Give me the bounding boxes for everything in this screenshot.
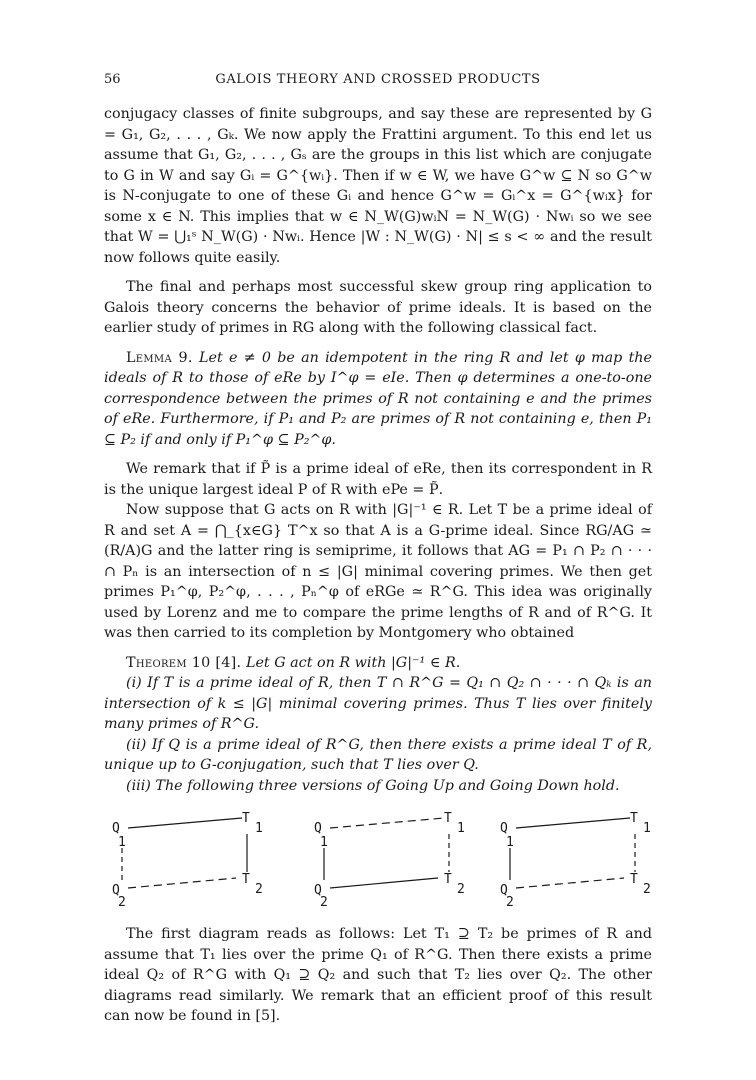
diagram-2-t1-letter: T (444, 811, 452, 826)
diagram-3-t2-sub: 2 (643, 882, 651, 897)
lemma-label: Lemma 9. (126, 349, 193, 366)
diagram-2-t1-sub: 1 (457, 821, 465, 836)
diagram-2-q2-letter: Q (314, 883, 322, 898)
lemma-body: Let e ≠ 0 be an idempotent in the ring R and let φ map the ideals of R to those of eRe by I^φ = eIe. Then φ determines a one-to-one correspondence between the primes of R not containing e and the primes of eRe. Furthermore, if P₁ and P₂ are primes of R not containing e, then P₁ ⊆ P₂ if and only if P₁^φ ⊆ P₂^φ. (104, 349, 652, 448)
diagram-1-t1-letter: T (242, 811, 250, 826)
diagram-1-svg (110, 810, 280, 910)
diagram-1-t2-sub: 2 (255, 882, 263, 897)
diagram-2-t2-sub: 2 (457, 882, 465, 897)
diagram-3-q2-sub: 2 (506, 895, 514, 910)
paragraph-diagram-explanation: The first diagram reads as follows: Let T₁ ⊇ T₂ be primes of R and assume that T₁ lies over the prime Q₁ of R^G. Then there exists a prime ideal Q₂ of R^G with Q₁ ⊇ Q₂ and such that T₂ lies over Q₂. The other diagrams read similarly. We remark that an efficient proof of this result can now be found in [5]. (104, 926, 652, 1024)
diagram-3-t2-letter: T (630, 872, 638, 887)
diagram-3-q1-letter: Q (500, 821, 508, 836)
diagram-1 (110, 810, 280, 910)
theorem-label: Theorem 10 [4]. (126, 654, 242, 671)
diagram-3-bottom-edge (516, 878, 624, 888)
diagram-2-t2-letter: T (444, 872, 452, 887)
diagram-2-bottom-edge (330, 878, 438, 888)
diagram-3-svg (498, 810, 668, 910)
theorem-10 (104, 653, 652, 674)
paragraph-remark-correspondent: We remark that if P̃ is a prime ideal of eRe, then its correspondent in R is the unique largest ideal P of R with ePe = P̃. (104, 461, 652, 498)
theorem-part-iii: (iii) The following three versions of Going Up and Going Down hold. (126, 777, 620, 794)
diagram-2 (312, 810, 482, 910)
diagram-1-top-edge (128, 818, 242, 828)
diagram-1-t1-sub: 1 (255, 821, 263, 836)
diagram-3-top-edge (516, 818, 630, 828)
diagram-2-q2-sub: 2 (320, 895, 328, 910)
diagram-2-q1-letter: Q (314, 821, 322, 836)
diagram-3-q1-sub: 1 (506, 835, 514, 850)
diagram-1-bottom-edge (128, 878, 236, 888)
diagram-1-q2-letter: Q (112, 883, 120, 898)
diagram-1-q1-sub: 1 (118, 835, 126, 850)
diagram-3-q2-letter: Q (500, 883, 508, 898)
book-page (104, 72, 652, 1027)
paragraph-frattini: conjugacy classes of finite subgroups, and say these are represented by G = G₁, G₂, . . . , Gₖ. We now apply the Frattini argument. To this end let us assume that G₁, G₂, . . . , Gₛ are the groups in this list which are conjugate to G in W and say Gᵢ = G^{wᵢ}. Then if w ∈ W, we have G^w ⊆ N so G^w is N-conjugate to one of these Gᵢ and hence G^w = Gᵢ^x = G^{wᵢx} for some x ∈ N. This implies that w ∈ N_W(G)wᵢN = N_W(G) · Nwᵢ so we see that W = ⋃₁ˢ N_W(G) · Nwᵢ. Hence |W : N_W(G) · N| ≤ s < ∞ and the result now follows quite easily. (104, 106, 652, 266)
diagram-3 (498, 810, 668, 910)
diagram-2-q1-sub: 1 (320, 835, 328, 850)
diagram-1-t2-letter: T (242, 872, 250, 887)
page-header (104, 72, 652, 94)
diagram-1-q2-sub: 2 (118, 895, 126, 910)
page-number: 56 (104, 72, 121, 87)
diagram-3-t1-sub: 1 (643, 821, 651, 836)
running-head: GALOIS THEORY AND CROSSED PRODUCTS (215, 72, 541, 87)
diagram-2-top-edge (330, 818, 444, 828)
paragraph-g-action: Now suppose that G acts on R with |G|⁻¹ ∈ R. Let T be a prime ideal of R and set A = ⋂_{x∈G} T^x so that A is a G-prime ideal. Since RG/AG ≃ (R/A)G and the latter ring is semiprime, it follows that AG = P₁ ∩ P₂ ∩ · · · ∩ Pₙ is an intersection of n ≤ |G| minimal covering primes. We then get primes P₁^φ, P₂^φ, . . . , Pₙ^φ of eRGe ≃ R^G. This idea was originally used by Lorenz and me to compare the prime lengths of R and of R^G. It was then carried to its completion by Montgomery who obtained (104, 502, 652, 641)
theorem-part-ii: (ii) If Q is a prime ideal of R^G, then there exists a prime ideal T of R, unique up to G-conjugation, such that T lies over Q. (104, 736, 652, 773)
diagram-2-svg (312, 810, 482, 910)
diagram-3-t1-letter: T (630, 811, 638, 826)
paragraph-prime-ideals: The final and perhaps most successful skew group ring application to Galois theory concerns the behavior of prime ideals. It is based on the earlier study of primes in RG along with the following classical fact. (104, 279, 652, 336)
theorem-part-i: (i) If T is a prime ideal of R, then T ∩ R^G = Q₁ ∩ Q₂ ∩ · · · ∩ Qₖ is an intersection of k ≤ |G| minimal covering primes. Thus T lies over finitely many primes of R^G. (104, 675, 652, 732)
going-up-down-diagrams (104, 810, 652, 910)
theorem-body: Let G act on R with |G|⁻¹ ∈ R. (245, 654, 461, 671)
diagram-1-q1-letter: Q (112, 821, 120, 836)
lemma-9 (104, 348, 652, 451)
